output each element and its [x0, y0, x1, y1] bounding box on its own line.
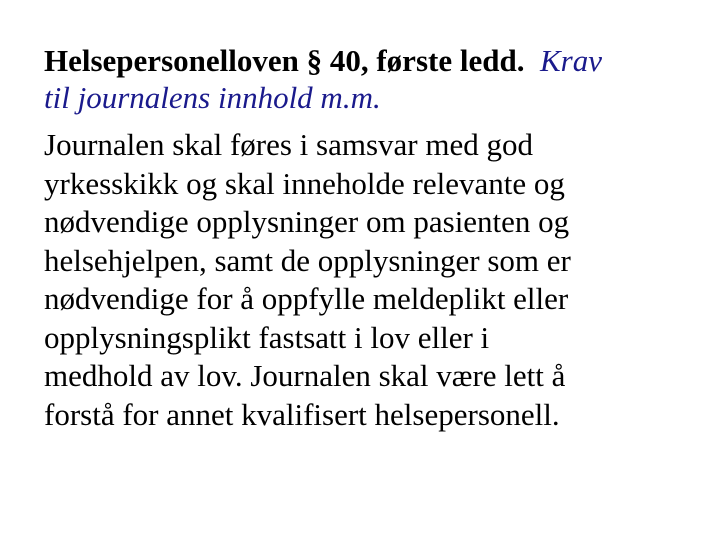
body-line: opplysningsplikt fastsatt i lov eller i [44, 319, 490, 355]
heading-title: Helsepersonelloven § 40, første ledd. [44, 43, 525, 78]
body-line: nødvendige for å oppfylle meldeplikt eller [44, 281, 569, 316]
body-line: Journalen skal føres i samsvar med god [44, 127, 533, 162]
slide-heading [44, 42, 694, 116]
body-line: forstå for annet kvalifisert helsepersonell. [44, 396, 560, 432]
slide-content [44, 42, 694, 434]
heading-subtitle-part1: Krav [539, 43, 602, 78]
body-line: helsehjelpen, samt de opplysninger som er [44, 242, 571, 278]
body-paragraph [44, 126, 654, 434]
heading-subtitle-part2: til journalens innhold m.m. [44, 80, 381, 115]
body-line: medhold av lov. Journalen skal være lett å [44, 358, 566, 393]
body-line: yrkesskikk og skal inneholde relevante og [44, 165, 565, 201]
body-line: nødvendige opplysninger om pasienten og [44, 204, 570, 239]
